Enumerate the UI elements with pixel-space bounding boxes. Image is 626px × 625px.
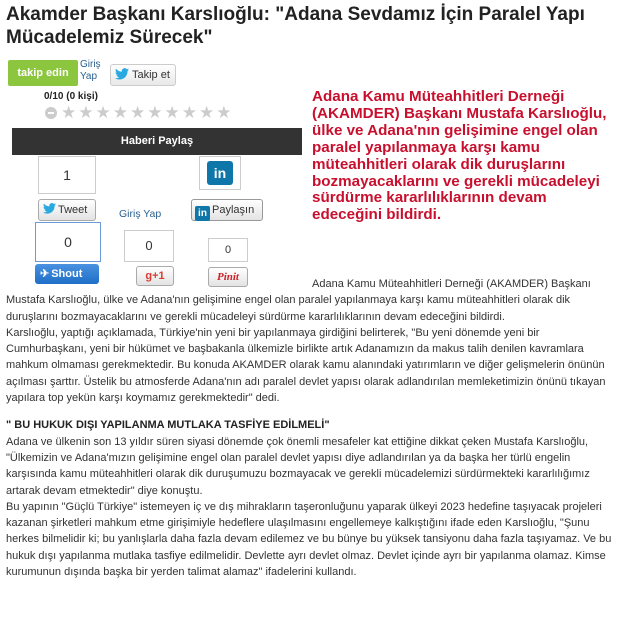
twitter-follow-button[interactable] <box>110 64 176 86</box>
tweet-count: 1 <box>38 156 96 194</box>
linkedin-icon: in <box>207 161 233 185</box>
tweet-label: Tweet <box>58 204 88 216</box>
shout-count: 0 <box>35 222 101 262</box>
star-icon[interactable]: ★ <box>147 103 163 122</box>
star-icon[interactable]: ★ <box>216 103 232 122</box>
share-header: Haberi Paylaş <box>12 128 302 155</box>
tweet-button[interactable] <box>38 199 96 221</box>
rating-count: 0/10 (0 kişi) <box>44 91 98 102</box>
star-icon[interactable]: ★ <box>164 103 180 122</box>
linkedin-count <box>199 156 241 190</box>
article-paragraph: Bu yapının "Güçlü Türkiye" istemeyen iç ve dış mihrakların taşeronluğunu yaparak ülkeyi 2023 hedefine taşıyacak projeleri kazanan şirketleri mahkum etme girişimiyle hedeflere ulaşılmasını engellemeye kalkıştığını ifade eden Karslıoğlu, "Şunu herkes bilmelidir ki; bu yanlışlarla daha fazla devam edilemez ve bu bünye bu yüksek tansiyonu daha fazla taşıyamaz. Ve bu hukuk dışı yapılanma mutlaka tasfiye edilmelidir. Devlette ayrı devlet olmaz. Devlet içinde ayrı bir yapılanma olamaz. Kimse kurumunun dışında başka bir yerden talimat alamaz" ifadelerini kullandı. <box>6 500 612 579</box>
gplus-count: 0 <box>124 230 174 262</box>
star-icon[interactable]: ★ <box>95 103 111 122</box>
star-icon[interactable]: ★ <box>130 103 146 122</box>
follow-us-button[interactable]: takip edin <box>8 60 78 86</box>
linkedin-label: Paylaşın <box>212 204 255 216</box>
linkedin-small-icon: in <box>195 206 210 221</box>
star-icon[interactable]: ★ <box>199 103 215 122</box>
star-icon[interactable]: ★ <box>112 103 128 122</box>
linkedin-share-button[interactable] <box>191 199 263 221</box>
star-icon[interactable]: ★ <box>181 103 197 122</box>
star-icon[interactable]: ★ <box>78 103 94 122</box>
article-title: Akamder Başkanı Karslıoğlu: "Adana Sevdamız İçin Paralel Yapı Mücadelemiz Sürecek" <box>6 4 585 48</box>
article-paragraph: Adana ve ülkenin son 13 yıldır süren siyasi dönemde çok önemli mesafeler kat ettiğine dikkat çeken Mustafa Karslıoğlu, "Ülkemizin ve Adana'mızın gelişimine engel olan paralel devlet yapısı diye adlandırılan ya da başka her türlü engelin karşısında kamu müteahhitleri olarak dik duruşumuzu bozmayacak ve gerekli mücadelemizi sürdürmekteki kararlılığımız artarak devam etmektedir" diye konuştu. <box>6 435 590 497</box>
pinit-label: Pinit <box>216 271 239 283</box>
star-icon[interactable]: ★ <box>61 103 77 122</box>
gplus-login-link[interactable]: Giriş Yap <box>119 208 162 220</box>
gplus-icon: g <box>145 270 153 282</box>
article-paragraph: Adana Kamu Müteahhitleri Derneği (AKAMDER) Başkanı Mustafa Karslıoğlu, ülke ve Adana'nın gelişimine engel olan paralel yapılanmaya karşı kamu müteahhitleri olarak dik duruşlarını bozmayacaklarını ve gerekli mücadeleyi sürdürme kararlılıklarının devam edeceğini bildirdi. <box>6 278 591 323</box>
shout-label: Shout <box>51 268 83 280</box>
rating-cancel-icon[interactable] <box>45 107 57 119</box>
article-lead: Adana Kamu Müteahhitleri Derneği (AKAMDER) Başkanı Mustafa Karslıoğlu, ülke ve Adana'nın gelişimine engel olan paralel yapılanmaya karşı kamu müteahhitleri olarak dik duruşlarını bozmayacaklarını ve gerekli mücadeleyi sürdürme kararlılıklarının devam edeceğini bildirdi. <box>312 88 607 224</box>
article-body <box>6 276 618 580</box>
article-subheading: " BU HUKUK DIŞI YAPILANMA MUTLAKA TASFİYE EDİLMELİ" <box>6 419 330 432</box>
shout-icon: ✈ <box>40 268 50 280</box>
rating-stars[interactable] <box>45 105 232 121</box>
twitter-follow-label: Takip et <box>132 69 170 81</box>
article-paragraph: Karslıoğlu, yaptığı açıklamada, Türkiye'nin yeni bir yapılanmaya girdiğini belirterek, "Bu yeni dönemde yeni bir Cumhurbaşkanı, yeni bir hükümet ve başbakanla ülkemizle birlikte artık Adanamızın da makus talih denilen kavramlara mahkum olmaması gerekmektedir. Bu konuda AKAMDER olarak kamu alanındaki yatırımların ve diğer gelişmelerin önünün açılması şarttır. Üstelik bu atmosferde Adana'nın adı paralel devlet yapısı olarak adlandırılan memleketimizin önünü tıkayan yapılara top yekün karşı koymamız gerekmektedir" dedi. <box>6 326 606 405</box>
login-link[interactable]: Giriş Yap <box>80 59 101 82</box>
pin-count: 0 <box>208 238 248 262</box>
gplus-label: +1 <box>152 270 165 282</box>
twitter-bird-icon <box>43 203 56 214</box>
twitter-bird-icon <box>115 68 129 80</box>
